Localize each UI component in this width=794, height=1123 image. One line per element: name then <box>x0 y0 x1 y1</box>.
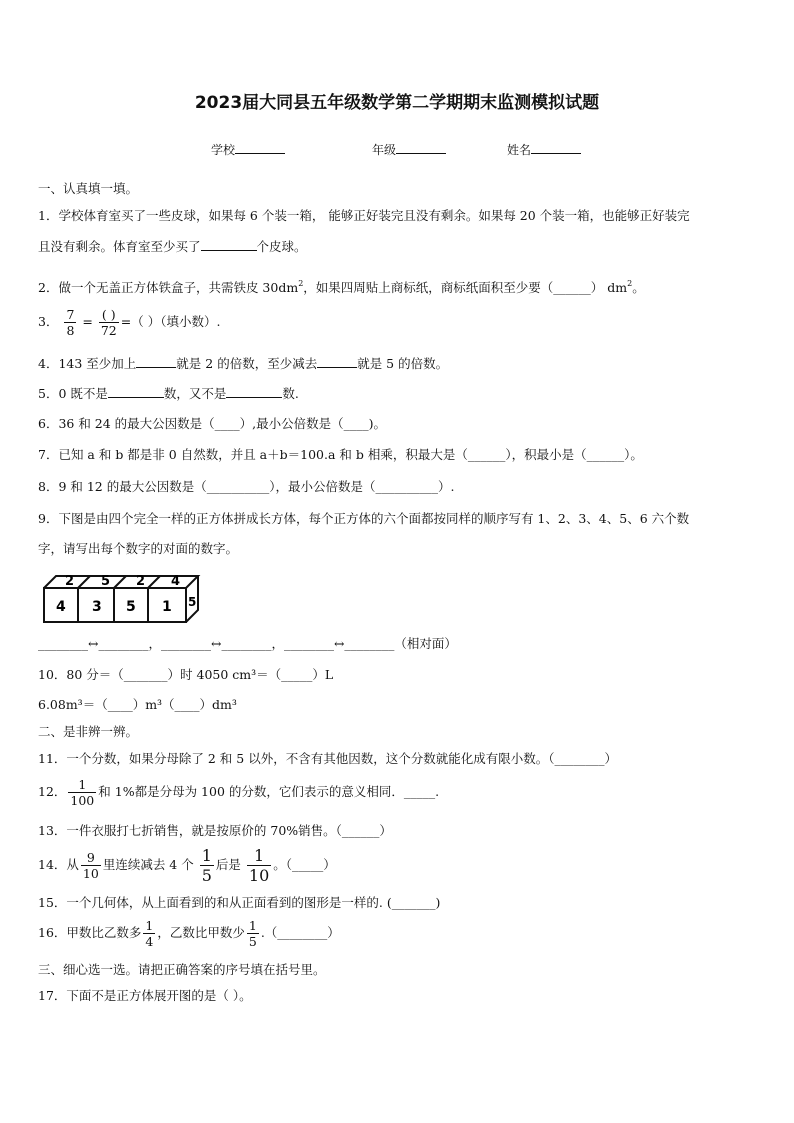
school-blank <box>235 140 285 154</box>
question-9-line1: 9．下图是由四个完全一样的正方体拼成长方体，每个正方体的六个面都按同样的顺序写有 1、2、3、4、5、6 六个数 <box>38 511 690 526</box>
fraction: $\frac{9}{10}$ <box>82 850 99 881</box>
question-8: 8．9 和 12 的最大公因数是（__________），最小公倍数是（__________）. <box>38 479 455 494</box>
question-17: 17．下面不是正方体展开图的是（ ）。 <box>38 988 252 1003</box>
section-2-heading: 二、是非辨一辨。 <box>38 724 139 739</box>
school-field <box>211 140 285 158</box>
fraction: $\frac{1}{5}$ <box>248 918 257 949</box>
school-label: 学校 <box>211 143 236 157</box>
fraction: $\frac{7}{8}$ <box>66 307 75 338</box>
answer-blank <box>136 355 176 368</box>
cube-side-digit: 5 <box>188 595 197 609</box>
fraction: $\frac{1}{100}$ <box>70 777 95 808</box>
question-12: 12． $\frac{1}{100}$ 和 1%都是分母为 100 的分数，它们表示的意义相同．_____. <box>38 777 440 808</box>
cube-top-digit-3: 2 <box>136 574 146 589</box>
page-title: 2023届大同县五年级数学第二学期期末监测模拟试题 <box>194 93 600 113</box>
question-1-line2: 且没有剩余。体育室至少买了 个皮球。 <box>38 239 307 254</box>
question-7: 7．已知 a 和 b 都是非 0 自然数，并且 a＋b＝100.a 和 b 相乘，积最大是（______），积最小是（______）。 <box>38 447 643 462</box>
cube-front-digit-4: 1 <box>162 599 172 615</box>
answer-blank <box>201 238 257 251</box>
cube-front-digit-2: 3 <box>92 599 102 615</box>
question-3: 3． $\frac{7}{8}$ = $\frac{( )}{72}$ =（ ）（填小数）. <box>38 307 221 338</box>
question-10-line2: 6.08m³＝（____）m³（____）dm³ <box>38 697 237 712</box>
cube-top-digit-2: 5 <box>101 574 111 589</box>
fraction: $\frac{1}{5}$ <box>201 846 212 885</box>
cube-front-digit-3: 5 <box>126 599 136 615</box>
question-10-line1: 10．80 分＝（_______）时 4050 cm³＝（_____）L <box>38 667 334 682</box>
grade-field <box>372 140 446 158</box>
question-2: 2．做一个无盖正方体铁盒子，共需铁皮 $30dm^2$，如果四周贴上商标纸，商标纸面积至少要（______） $dm^2$。 <box>38 279 645 295</box>
question-14: 14．从 $\frac{9}{10}$ 里连续减去 4 个 $\frac{1}{5}$ 后是 $\frac{1}{10}$ 。（_____） <box>38 846 336 885</box>
grade-label: 年级 <box>372 143 397 157</box>
section-3-heading: 三、细心选一选。请把正确答案的序号填在括号里。 <box>38 962 326 977</box>
question-5: 5．0 既不是 数，又不是 数. <box>38 386 299 401</box>
cube-top-digit-1: 2 <box>65 574 75 589</box>
grade-blank <box>396 140 446 154</box>
answer-blank <box>108 385 164 398</box>
fraction: $\frac{1}{10}$ <box>248 846 270 885</box>
fraction: $\frac{( )}{72}$ <box>100 307 117 338</box>
question-13: 13．一件衣服打七折销售，就是按原价的 70%销售。（______） <box>38 823 392 838</box>
cube-top-digit-4: 4 <box>171 574 181 589</box>
name-blank <box>531 140 581 154</box>
question-11: 11．一个分数，如果分母除了 2 和 5 以外，不含有其他因数，这个分数就能化成有限小数。（________） <box>38 751 617 766</box>
section-1-heading: 一、认真填一填。 <box>38 181 139 196</box>
question-4: 4．143 至少加上 就是 2 的倍数，至少减去 就是 5 的倍数。 <box>38 356 449 371</box>
answer-blank <box>317 355 357 368</box>
name-label: 姓名 <box>507 143 532 157</box>
cube-front-digit-1: 4 <box>56 599 66 615</box>
name-field <box>507 140 581 158</box>
question-6: 6．36 和 24 的最大公因数是（____）,最小公倍数是（____)。 <box>38 416 387 431</box>
fraction: $\frac{1}{4}$ <box>145 918 154 949</box>
question-9-line2: 字，请写出每个数字的对面的数字。 <box>38 541 239 556</box>
answer-blank <box>226 385 282 398</box>
question-1-line1: 1．学校体育室买了一些皮球，如果每 6 个装一箱， 能够正好装完且没有剩余。如果每 20 个装一箱，也能够正好装完 <box>38 208 690 223</box>
cube-row-figure <box>40 570 210 628</box>
question-16: 16．甲数比乙数多 $\frac{1}{4}$ ，乙数比甲数少 $\frac{1}{5}$ .（________） <box>38 918 340 949</box>
question-15: 15．一个几何体，从上面看到的和从正面看到的图形是一样的. (_______) <box>38 895 441 910</box>
question-9-answer-line: ________↔________，________↔________，________↔________（相对面） <box>38 636 457 651</box>
